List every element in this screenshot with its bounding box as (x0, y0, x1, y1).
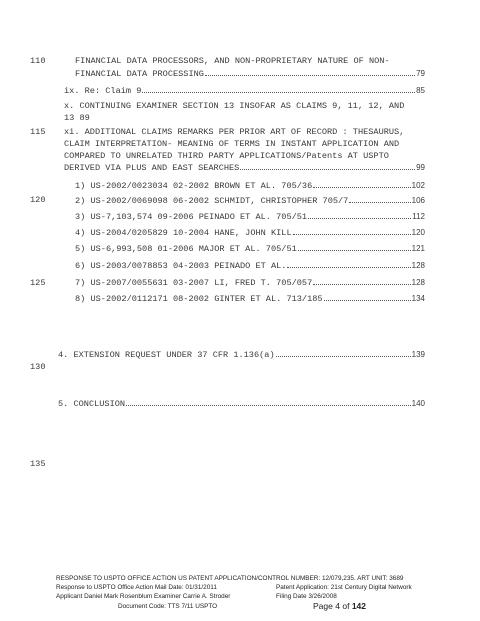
dot-leader (287, 267, 410, 268)
toc-ref-3[interactable] (75, 212, 425, 222)
toc-page-number: 134 (411, 294, 425, 303)
dot-leader (205, 75, 415, 76)
footer-header-line: RESPONSE TO USPTO OFFICE ACTION US PATENT APPLICATION/CONTROL NUMBER: 12/079,235. ART UNIT: 3689 (56, 575, 404, 582)
toc-entry-label: 8) US-2002/0112171 08-2002 GINTER ET AL. 713/185 (75, 294, 323, 304)
toc-entry-label: FINANCIAL DATA PROCESSING (75, 69, 204, 79)
toc-ref-1[interactable] (75, 181, 425, 191)
toc-entry-label: 4. EXTENSION REQUEST UNDER 37 CFR 1.136(a) (58, 350, 275, 360)
toc-entry-conclusion[interactable] (58, 399, 425, 409)
toc-page-number: 120 (411, 228, 425, 237)
toc-page-number: 140 (411, 399, 425, 408)
toc-ref-2[interactable] (75, 196, 425, 206)
toc-entry-label: ix. Re: Claim 9 (64, 86, 142, 96)
dot-leader (298, 250, 411, 251)
toc-ref-4[interactable] (75, 228, 425, 238)
dot-leader (126, 405, 411, 406)
toc-page-number: 128 (411, 278, 425, 287)
toc-ref-7[interactable] (75, 278, 425, 288)
toc-ref-6[interactable] (75, 261, 425, 271)
line-number-120: 120 (30, 195, 46, 205)
toc-entry-label: 6) US-2003/0078853 04-2003 PEINADO ET AL. (75, 261, 287, 271)
footer-document-code: Document Code: TTS 7/11 USPTO (118, 603, 218, 610)
dot-leader (142, 92, 415, 93)
footer-page-indicator (313, 601, 366, 611)
page-prefix: Page (313, 601, 333, 611)
toc-entry-xi-line3: COMPARED TO UNRELATED THIRD PARTY APPLICATIONS/Patents AT USPTO (64, 151, 389, 161)
toc-page-number: 112 (412, 212, 425, 221)
dot-leader (349, 202, 410, 203)
toc-entry-label: 3) US-7,103,574 09-2006 PEINADO ET AL. 705/51 (75, 212, 308, 222)
toc-entry-label: 4) US-2004/0205829 10-2004 HANE, JOHN KILL (75, 228, 292, 238)
toc-entry-x-line1: x. CONTINUING EXAMINER SECTION 13 INSOFAR AS CLAIMS 9, 11, 12, AND (64, 101, 405, 111)
footer-applicant-examiner: Applicant Daniel Mark Rosenblum Examiner Carrie A. Stroder (56, 593, 231, 600)
toc-entry-xi-line2: CLAIM INTERPRETATION- MEANING OF TERMS IN INSTANT APPLICATION AND (64, 139, 400, 149)
toc-entry-financial-line1: FINANCIAL DATA PROCESSORS, AND NON-PROPRIETARY NATURE OF NON- (75, 56, 390, 66)
toc-ref-8[interactable] (75, 294, 425, 304)
toc-page-number: 139 (411, 350, 425, 359)
toc-entry-label: 5. CONCLUSION (58, 399, 126, 409)
page-total: 142 (351, 601, 366, 611)
toc-page-number: 121 (411, 244, 425, 253)
page-of: of (342, 601, 350, 611)
toc-page-number: 128 (411, 261, 425, 270)
dot-leader (324, 300, 411, 301)
footer-patent-application: Patent Application: 21st Century Digital Network (276, 584, 412, 591)
toc-page-number: 102 (411, 181, 425, 190)
toc-entry-ix[interactable] (64, 86, 425, 96)
dot-leader (313, 187, 410, 188)
line-number-115: 115 (30, 127, 46, 137)
toc-entry-label: 7) US-2007/0055631 03-2007 LI, FRED T. 705/057 (75, 278, 313, 288)
toc-ref-5[interactable] (75, 244, 425, 254)
line-number-135: 135 (30, 459, 46, 469)
toc-entry-x-line2: 13 89 (64, 113, 90, 123)
dot-leader (293, 234, 411, 235)
toc-page-number: 99 (416, 163, 425, 172)
dot-leader (240, 169, 415, 170)
page-number: 4 (335, 601, 340, 611)
line-number-130: 130 (30, 362, 46, 372)
toc-entry-label: 2) US-2002/0069098 06-2002 SCHMIDT, CHRISTOPHER 705/7 (75, 196, 349, 206)
toc-entry-label: DERIVED VIA PLUS AND EAST SEARCHES (64, 163, 240, 173)
toc-entry-label: 1) US-2002/0023034 02-2002 BROWN ET AL. 705/36 (75, 181, 313, 191)
dot-leader (313, 284, 410, 285)
toc-entry-xi-line1: xi. ADDITIONAL CLAIMS REMARKS PER PRIOR ART OF RECORD : THESAURUS, (64, 127, 405, 137)
toc-entry-extension-request[interactable] (58, 350, 425, 360)
toc-entry-financial[interactable] (75, 69, 425, 79)
line-number-110: 110 (30, 56, 46, 66)
toc-page-number: 85 (416, 86, 425, 95)
footer-filing-date: Filing Date 3/26/2008 (276, 593, 337, 600)
line-number-125: 125 (30, 278, 46, 288)
toc-page-number: 79 (416, 69, 425, 78)
dot-leader (308, 218, 411, 219)
toc-entry-xi[interactable] (64, 163, 425, 173)
toc-page-number: 106 (411, 196, 425, 205)
footer-mail-date: Response to USPTO Office Action Mail Date: 01/31/2011 (56, 584, 217, 591)
dot-leader (276, 356, 411, 357)
toc-entry-label: 5) US-6,993,508 01-2006 MAJOR ET AL. 705/51 (75, 244, 297, 254)
